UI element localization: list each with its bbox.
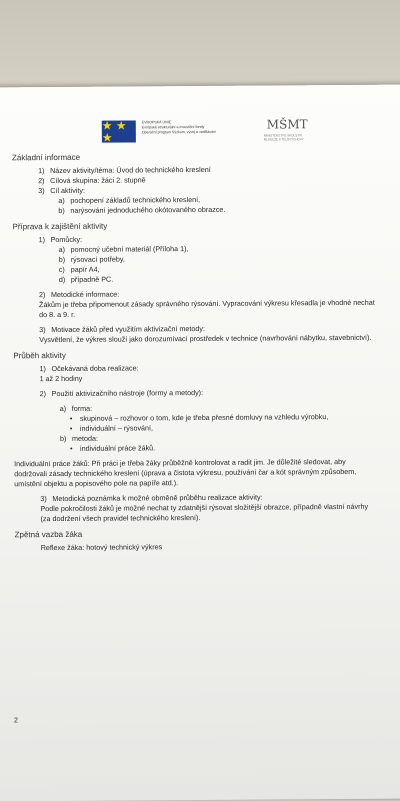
list-item: a) pochopení základů technického kreslení,	[58, 195, 201, 205]
list-item: 3) Cíl aktivity:	[38, 185, 86, 196]
document-content	[12, 145, 395, 554]
bullet-item: • individuální – rýsování,	[69, 423, 154, 433]
list-item: 1) Očekávaná doba realizace:	[39, 363, 139, 374]
document-page	[0, 85, 400, 801]
list-item: 1) Pomůcky:	[38, 234, 83, 245]
bullet-item: • individuální práce žáků.	[70, 443, 156, 453]
msmt-logo: MŠMT	[266, 117, 308, 132]
bullet-item: • skupinová – rozhovor o tom, kde je třeba přesné domluvy na vzhledu výrobku,	[69, 412, 329, 423]
section-title-feedback: Zpětná vazba žáka	[14, 529, 83, 540]
list-item: 2) Metodické informace:	[38, 289, 120, 300]
list-item: b) metoda:	[59, 433, 98, 443]
list-item: a) forma:	[59, 403, 93, 413]
list-item: 3) Metodická poznámka k možné obměně průběhu realizace aktivity:	[40, 492, 263, 504]
eu-text: EVROPSKÁ UNIE Evropské strukturální a investiční fondy Operační program Výzkum, vývoj a vzdělávání	[141, 120, 217, 135]
list-item: b) rýsovací potřeby,	[58, 254, 125, 264]
paragraph: Podle pokročilosti žáků je možné nechat ty zdatnější rýsovat složitější obrazce, případně vlastní návrhy (za dodržení všech pravidel technického kreslení).	[40, 501, 369, 524]
paragraph: Žákům je třeba připomenout zásady správného rýsování. Vypracování výkresu křesadla je vhodné nechat do 8. a 9. r.	[38, 297, 375, 320]
list-item: b) narýsování jednoduchého okótovaného obrazce.	[58, 204, 226, 215]
list-item: 3) Motivace žáků před využitím aktivizační metody:	[39, 323, 206, 335]
page-number: 2	[13, 717, 18, 725]
list-item: a) pomocný učební materiál (Příloha 1),	[58, 244, 189, 254]
msmt-subtitle: MINISTERSTVO ŠKOLSTVÍ, MLÁDEŽE A TĚLOVÝCHOVY	[263, 133, 304, 142]
section-title-progress: Průběh aktivity	[13, 350, 66, 361]
list-item: c) papír A4,	[58, 264, 100, 274]
list-item: 2) Použití aktivizačního nástroje (formy a metody):	[39, 387, 204, 399]
paragraph: Reflexe žáka: hotový technický výkres	[40, 542, 163, 553]
section-title-basic-info: Základní informace	[11, 152, 81, 163]
paragraph: Individuální práce žáků: Při práci je třeba žáky průběžně kontrolovat a radit jim. Je důležité sledovat, aby dodržovali zásady technického kreslení (úprava a čistota výkresu, používání čar a kót správným způsobem, umístění objektu a popisového pole na papíře atd.).	[14, 456, 357, 489]
list-item: d) případně PC.	[58, 274, 114, 284]
list-item: 2) Cílová skupina: žáci 2. stupně	[38, 175, 146, 186]
paragraph: 1 až 2 hodiny	[39, 373, 83, 384]
paragraph: Vysvětlení, že výkres slouží jako dorozumívací prostředek v technice (navrhování nábytku, stavebnictví).	[39, 332, 372, 345]
eu-flag-icon: ★ ★ ★	[102, 120, 136, 142]
list-item: 1) Název aktivity/téma: Úvod do technického kreslení	[38, 164, 211, 176]
header-logos	[102, 117, 400, 147]
section-title-preparation: Příprava k zajištění aktivity	[12, 221, 108, 232]
